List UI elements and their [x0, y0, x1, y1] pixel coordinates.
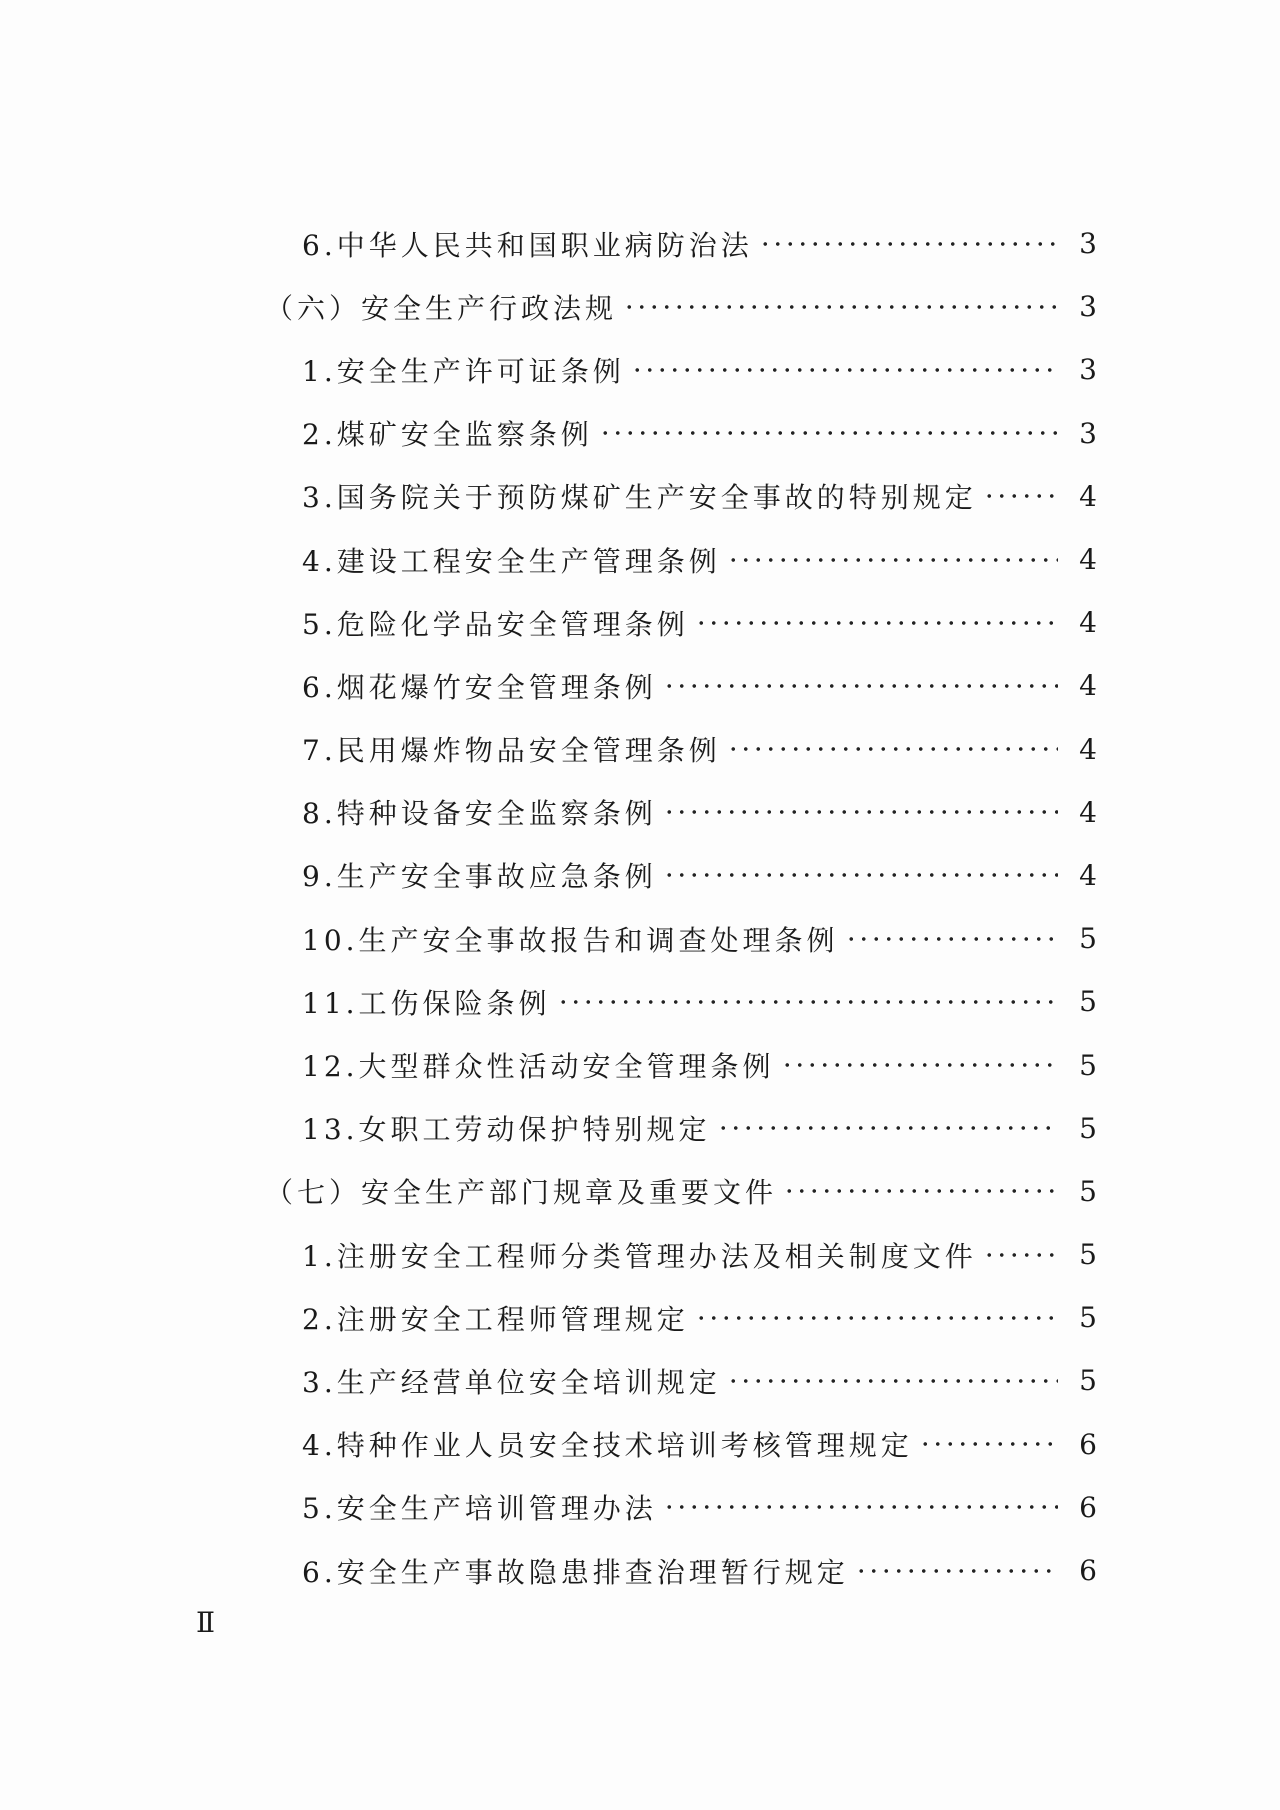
toc-entry — [0, 1033, 1280, 1096]
toc-leader-dots — [727, 546, 1058, 574]
toc-entry-title: （七）安全生产部门规章及重要文件 — [265, 1176, 778, 1210]
toc-entry-page: 4 — [1079, 543, 1097, 577]
toc-entry — [0, 402, 1280, 465]
toc-leader-dots — [623, 293, 1058, 321]
toc-entry — [0, 338, 1280, 401]
toc-entry-title: 13.女职工劳动保护特别规定 — [302, 1113, 711, 1147]
toc-entry-title: 1.注册安全工程师分类管理办法及相关制度文件 — [302, 1239, 977, 1273]
toc-leader-dots — [557, 988, 1058, 1016]
toc-leader-dots — [663, 672, 1058, 700]
toc-entry-page: 5 — [1079, 1111, 1097, 1145]
toc-leader-dots — [631, 356, 1058, 384]
toc-entry-title: 2.注册安全工程师管理规定 — [302, 1302, 689, 1336]
toc-entry-page: 3 — [1079, 416, 1097, 450]
toc-entry-title: 3.国务院关于预防煤矿生产安全事故的特别规定 — [302, 481, 977, 515]
toc-leader-dots — [783, 1177, 1058, 1205]
toc-entry-page: 4 — [1079, 606, 1097, 640]
toc-leader-dots — [695, 1304, 1058, 1332]
toc-leader-dots — [781, 1051, 1058, 1079]
toc-entry-title: 10.生产安全事故报告和调查处理条例 — [302, 923, 839, 957]
toc-entry-page: 4 — [1079, 479, 1097, 513]
toc-entry-page: 5 — [1079, 922, 1097, 956]
toc-entry-page: 4 — [1079, 858, 1097, 892]
toc-entry — [0, 844, 1280, 907]
toc-leader-dots — [663, 798, 1058, 826]
toc-entry — [0, 1223, 1280, 1286]
toc-entry-page: 4 — [1079, 795, 1097, 829]
toc-entry-title: 5.安全生产培训管理办法 — [302, 1492, 657, 1526]
toc-entry — [0, 528, 1280, 591]
toc-entry-title: 4.特种作业人员安全技术培训考核管理规定 — [302, 1429, 913, 1463]
toc-entry — [0, 1476, 1280, 1539]
toc-entry-page: 6 — [1079, 1554, 1097, 1588]
toc-entry — [0, 275, 1280, 338]
toc-leader-dots — [727, 735, 1058, 763]
toc-entry — [0, 1539, 1280, 1602]
toc-entry-title: 9.生产安全事故应急条例 — [302, 860, 657, 894]
toc-entry-page: 5 — [1079, 1048, 1097, 1082]
toc-leader-dots — [663, 1493, 1058, 1521]
toc-entry-title: 2.煤矿安全监察条例 — [302, 418, 593, 452]
table-of-contents — [0, 212, 1280, 1602]
toc-entry-title: 3.生产经营单位安全培训规定 — [302, 1365, 721, 1399]
toc-entry-page: 3 — [1079, 353, 1097, 387]
toc-entry — [0, 1349, 1280, 1412]
toc-entry — [0, 212, 1280, 275]
toc-entry-title: 8.特种设备安全监察条例 — [302, 797, 657, 831]
toc-entry-title: 6.中华人民共和国职业病防治法 — [302, 228, 753, 262]
toc-leader-dots — [695, 609, 1058, 637]
toc-leader-dots — [759, 230, 1058, 258]
toc-entry-page: 5 — [1079, 1301, 1097, 1335]
toc-entry-title: 11.工伤保险条例 — [302, 986, 551, 1020]
toc-leader-dots — [599, 419, 1058, 447]
toc-entry — [0, 1286, 1280, 1349]
toc-entry — [0, 1160, 1280, 1223]
toc-entry-page: 5 — [1079, 1238, 1097, 1272]
toc-entry-title: 1.安全生产许可证条例 — [302, 354, 625, 388]
toc-entry — [0, 654, 1280, 717]
toc-entry-title: 6.烟花爆竹安全管理条例 — [302, 670, 657, 704]
toc-entry — [0, 970, 1280, 1033]
toc-entry — [0, 465, 1280, 528]
toc-entry-page: 3 — [1079, 227, 1097, 261]
toc-leader-dots — [845, 925, 1058, 953]
toc-entry-page: 3 — [1079, 290, 1097, 324]
page-number: Ⅱ — [196, 1606, 216, 1639]
toc-entry — [0, 781, 1280, 844]
toc-leader-dots — [727, 1367, 1058, 1395]
toc-leader-dots — [983, 1241, 1058, 1269]
toc-entry — [0, 1097, 1280, 1160]
toc-entry — [0, 907, 1280, 970]
toc-entry-title: 6.安全生产事故隐患排查治理暂行规定 — [302, 1555, 849, 1589]
toc-leader-dots — [855, 1557, 1058, 1585]
toc-entry-page: 5 — [1079, 1174, 1097, 1208]
toc-entry-page: 5 — [1079, 1364, 1097, 1398]
toc-entry-title: 7.民用爆炸物品安全管理条例 — [302, 734, 721, 768]
toc-entry-title: 12.大型群众性活动安全管理条例 — [302, 1050, 775, 1084]
toc-entry-title: 4.建设工程安全生产管理条例 — [302, 544, 721, 578]
toc-leader-dots — [717, 1114, 1058, 1142]
toc-entry-title: 5.危险化学品安全管理条例 — [302, 607, 689, 641]
toc-entry-page: 4 — [1079, 669, 1097, 703]
toc-entry — [0, 718, 1280, 781]
toc-entry-page: 5 — [1079, 985, 1097, 1019]
toc-entry — [0, 591, 1280, 654]
toc-entry-title: （六）安全生产行政法规 — [265, 291, 618, 325]
toc-leader-dots — [919, 1430, 1058, 1458]
toc-entry-page: 4 — [1079, 732, 1097, 766]
toc-entry-page: 6 — [1079, 1427, 1097, 1461]
toc-entry — [0, 1413, 1280, 1476]
toc-leader-dots — [663, 861, 1058, 889]
toc-entry-page: 6 — [1079, 1490, 1097, 1524]
toc-leader-dots — [983, 482, 1058, 510]
